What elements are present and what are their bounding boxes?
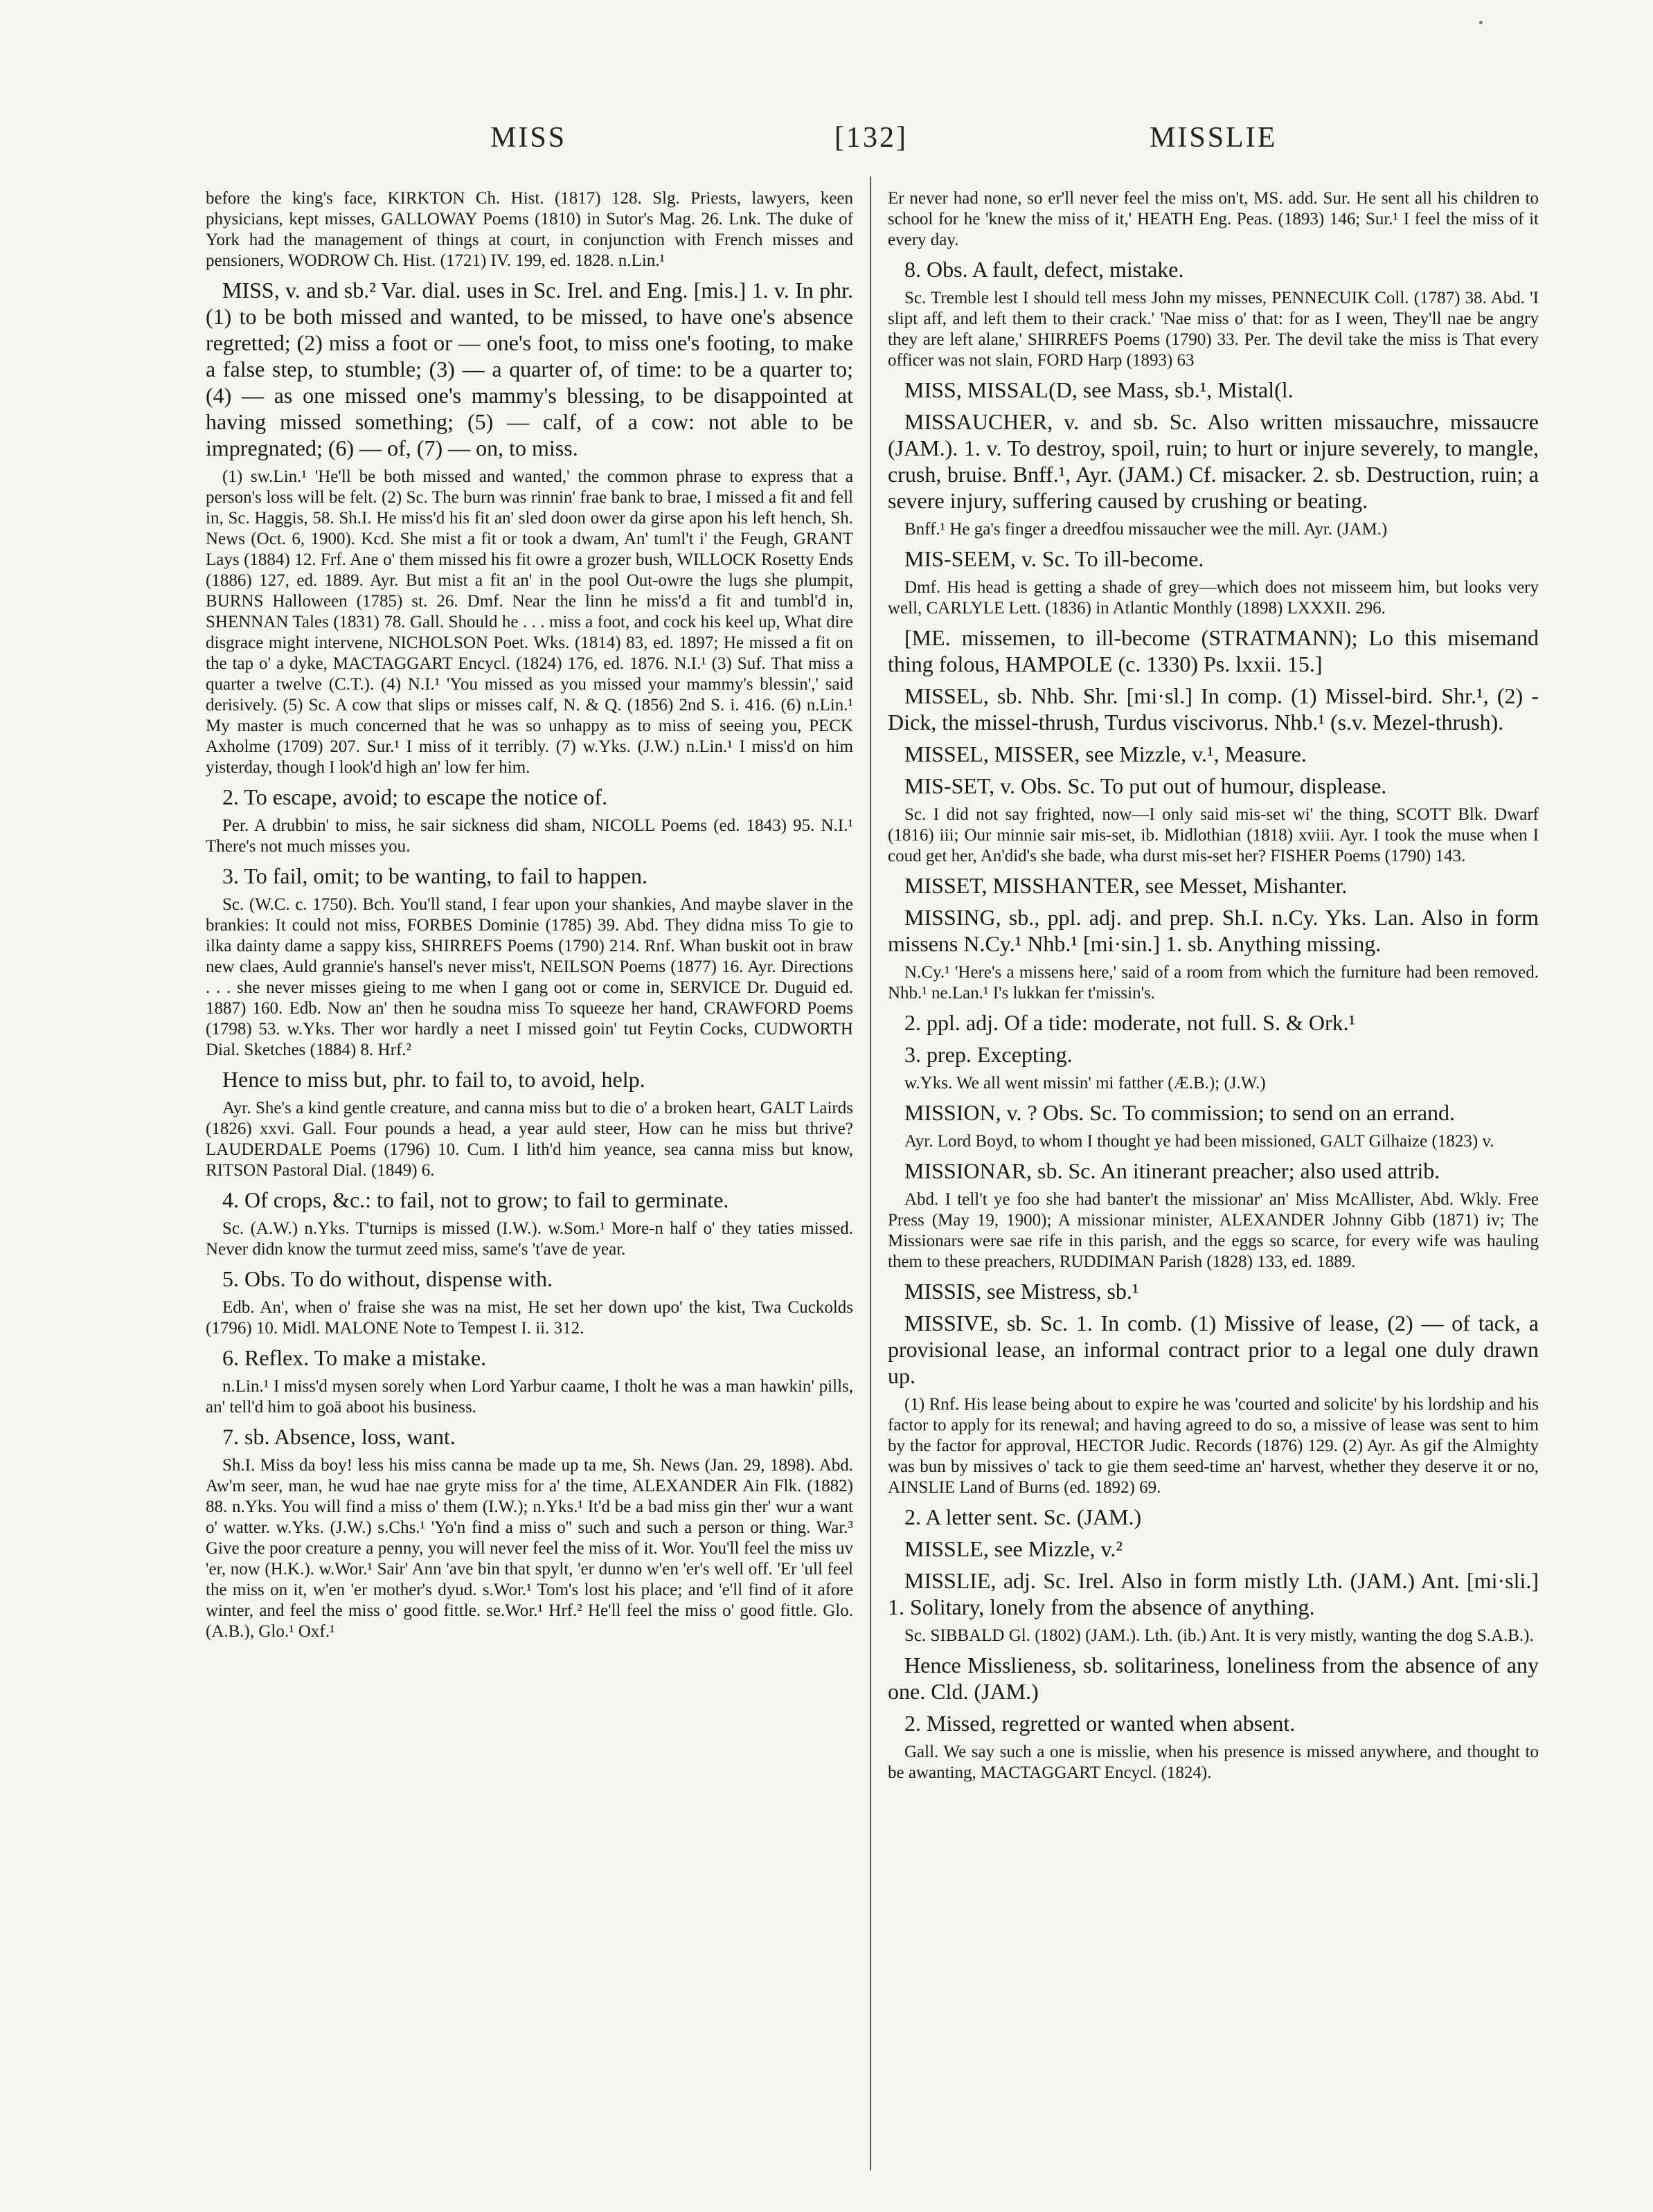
entry-definition: MISSET, MISSHANTER, see Messet, Mishanter. bbox=[904, 873, 1348, 898]
entry-definition: 4. Of crops, &c.: to fail, not to grow; to fail to germinate. bbox=[222, 1187, 729, 1212]
entry-citation: Ayr. She's a kind gentle creature, and canna miss but to die o' a broken heart, GALT Lairds (1826) xxvi. Gall. Four pounds a head, a year auld steer, How can he miss but thrive? LAUDERDALE Poems (1796) 10. Cum. I lith'd him yeance, sea canna miss but know, RITSON Pastoral Dial. (1849) 6. bbox=[206, 1099, 853, 1180]
entry-definition: MIS-SEEM, v. Sc. To ill-become. bbox=[904, 546, 1204, 571]
entry-citation: Sc. Tremble lest I should tell mess John my misses, PENNECUIK Coll. (1787) 38. Abd. 'I slipt aff, and left them to their crack.' 'Nae miss o' that: for as I ween, They'll nae be angry they are left alane,' SHIRREFS Poems (1790) 33. Per. The devil take the miss is That every officer was not slain, FORD Harp (1893) 63 bbox=[888, 289, 1539, 370]
entry-citation: Er never had none, so er'll never feel the miss on't, MS. add. Sur. He sent all his children to school for he 'knew the miss of it,' HEATH Eng. Peas. (1893) 146; Sur.¹ I feel the miss of it every day. bbox=[888, 189, 1539, 249]
entry-definition: MISSIS, see Mistress, sb.¹ bbox=[904, 1279, 1139, 1304]
entry-citation: Abd. I tell't ye foo she had banter't the missionar' an' Miss McAllister, Abd. Wkly. Free Press (May 19, 1900); A missionar minister, ALEXANDER Johnny Gibb (1871) iv; The Missionars were sae rife in this parish, and the eggs so scarce, for every wife was hauling them to these preachers, RUDDIMAN Parish (1828) 133, ed. 1889. bbox=[888, 1190, 1539, 1271]
entry-definition: MISSIVE, sb. Sc. 1. In comb. (1) Missive of lease, (2) — of tack, a provisional lease, an informal contract prior to a legal one duly drawn up. bbox=[888, 1311, 1539, 1388]
entry-definition: MISSION, v. ? Obs. Sc. To commission; to send on an errand. bbox=[904, 1100, 1456, 1125]
entry-citation: Sc. SIBBALD Gl. (1802) (JAM.). Lth. (ib.) Ant. It is very mistly, wanting the dog S.A.B.). bbox=[904, 1626, 1534, 1645]
entry-definition: 2. A letter sent. Sc. (JAM.) bbox=[904, 1504, 1142, 1529]
page-number: [132] bbox=[834, 122, 908, 154]
entry-definition: Hence Misslieness, sb. solitariness, loneliness from the absence of any one. Cld. (JAM.) bbox=[888, 1653, 1539, 1704]
entry-citation: before the king's face, KIRKTON Ch. Hist. (1817) 128. Slg. Priests, lawyers, keen physicians, kept misses, GALLOWAY Poems (1810) in Sutor's Mag. 26. Lnk. The duke of York had the management of things at court, in conjunction with French misses and pensioners, WODROW Ch. Hist. (1721) IV. 199, ed. 1828. n.Lin.¹ bbox=[206, 189, 853, 270]
entry-definition: MISSING, sb., ppl. adj. and prep. Sh.I. n.Cy. Yks. Lan. Also in form missens N.Cy.¹ Nhb.¹ [mi·sin.] 1. sb. Anything missing. bbox=[888, 905, 1539, 956]
entry-definition: 6. Reflex. To make a mistake. bbox=[222, 1345, 487, 1370]
entry-citation: Edb. An', when o' fraise she was na mist, He set her down upo' the kist, Twa Cuckolds (1796) 10. Midl. MALONE Note to Tempest I. ii. 312. bbox=[206, 1298, 853, 1338]
entry-definition: 8. Obs. A fault, defect, mistake. bbox=[904, 257, 1184, 282]
entry-definition: MISSLE, see Mizzle, v.² bbox=[904, 1536, 1123, 1561]
right-headword: MISSLIE bbox=[1150, 122, 1278, 154]
entry-citation: Per. A drubbin' to miss, he sair sickness did sham, NICOLL Poems (ed. 1843) 95. N.I.¹ There's not much misses you. bbox=[206, 816, 853, 856]
entry-definition: MISSIONAR, sb. Sc. An itinerant preacher; also used attrib. bbox=[904, 1158, 1440, 1183]
left-column bbox=[206, 188, 853, 2182]
entry-citation: (1) sw.Lin.¹ 'He'll be both missed and wanted,' the common phrase to express that a person's loss will be felt. (2) Sc. The burn was rinnin' frae bank to brae, I missed a fit and fell in, Sc. Haggis, 58. Sh.I. He miss'd his fit an' sled doon ower da girse apon his left hench, Sh. News (Oct. 6, 1900). Kcd. She mist a fit or took a dwam, An' tuml't i' the Feugh, GRANT Lays (1884) 12. Frf. Ane o' them missed his fit owre a grozer bush, WILLOCK Rosetty Ends (1886) 127, ed. 1889. Ayr. But mist a fit an' in the pool Out-owre the lugs she plumpit, BURNS Halloween (1785) st. 26. Dmf. Near the linn he miss'd a fit and tumbl'd in, SHENNAN Tales (1831) 78. Gall. Should he . . . miss a foot, and cock his keel up, What dire disgrace might intervene, NICHOLSON Poet. Wks. (1814) 83, ed. 1897; He missed a fit on the tap o' a dyke, MACTAGGART Encycl. (1824) 176, ed. 1876. N.I.¹ (3) Suf. That miss a quarter a twelve (C.T.). (4) N.I.¹ 'You missed as you missed your mammy's blessin',' said derisively. (5) Sc. A cow that slips or misses calf, N. & Q. (1856) 2nd S. i. 416. (6) n.Lin.¹ My master is much concerned that he was so unhappy as to miss of seeing you, PECK Axholme (1709) 207. Sur.¹ I miss of it terribly. (7) w.Yks. (J.W.) n.Lin.¹ I miss'd on him yisterday, though I look'd high an' low fer him. bbox=[206, 467, 853, 777]
entry-citation: Sc. (A.W.) n.Yks. T'turnips is missed (I.W.). w.Som.¹ More-n half o' they taties missed. Never didn know the turmut zeed miss, same's 't'ave de year. bbox=[206, 1219, 853, 1259]
entry-definition: 3. To fail, omit; to be wanting, to fail to happen. bbox=[222, 863, 647, 888]
entry-definition: MISS, v. and sb.² Var. dial. uses in Sc. Irel. and Eng. [mis.] 1. v. In phr. (1) to be both missed and wanted, to be missed, to have one's absence regretted; (2) miss a foot or — one's foot, to miss one's footing, to make a false step, to stumble; (3) — a quarter of, of time: to be a quarter to; (4) — as one missed one's mammy's blessing, to be disappointed at having missed something; (5) — calf, of a cow: not able to be impregnated; (6) — of, (7) — on, to miss. bbox=[206, 278, 853, 460]
entry-citation: Gall. We say such a one is misslie, when his presence is missed anywhere, and thought to be awanting, MACTAGGART Encycl. (1824). bbox=[888, 1743, 1539, 1782]
entry-definition: 7. sb. Absence, loss, want. bbox=[222, 1424, 456, 1449]
running-header bbox=[0, 121, 1653, 163]
entry-citation: N.Cy.¹ 'Here's a missens here,' said of a room from which the furniture had been removed. Nhb.¹ ne.Lan.¹ I's lukkan fer t'missin's. bbox=[888, 963, 1539, 1002]
entry-definition: MISSEL, sb. Nhb. Shr. [mi·sl.] In comp. (1) Missel-bird. Shr.¹, (2) -Dick, the missel-thrush, Turdus viscivorus. Nhb.¹ (s.v. Mezel-thrush). bbox=[888, 683, 1539, 735]
entry-definition: MIS-SET, v. Obs. Sc. To put out of humour, displease. bbox=[904, 773, 1387, 798]
entry-citation: Dmf. His head is getting a shade of grey—which does not misseem him, but looks very well, CARLYLE Lett. (1836) in Atlantic Monthly (1898) LXXXII. 296. bbox=[888, 578, 1539, 618]
entry-definition: MISSLIE, adj. Sc. Irel. Also in form mistly Lth. (JAM.) Ant. [mi·sli.] 1. Solitary, lonely from the absence of anything. bbox=[888, 1568, 1539, 1619]
entry-citation: Sc. (W.C. c. 1750). Bch. You'll stand, I fear upon your shankies, And maybe slaver in the brankies: It could not miss, FORBES Dominie (1785) 39. Abd. They didna miss To gie to ilka dainty dame a sappy kiss, SHIRREFS Poems (1790) 214. Rnf. Whan buskit oot in braw new claes, Auld grannie's hansel's never miss't, NEILSON Poems (1877) 16. Ayr. Directions . . . she never misses gieing to me when I gang oot or come in, SERVICE Dr. Duguid ed. 1887) 160. Edb. Now an' then he soudna miss To squeeze her hand, CRAWFORD Poems (1798) 53. w.Yks. Ther wor hardly a neet I missed goin' tut Feytin Cocks, CUDWORTH Dial. Sketches (1884) 8. Hrf.² bbox=[206, 895, 853, 1059]
entry-definition: 5. Obs. To do without, dispense with. bbox=[222, 1266, 553, 1291]
entry-definition: 2. ppl. adj. Of a tide: moderate, not full. S. & Ork.¹ bbox=[904, 1010, 1356, 1035]
right-column bbox=[888, 188, 1539, 2182]
entry-citation: Bnff.¹ He ga's finger a dreedfou missaucher wee the mill. Ayr. (JAM.) bbox=[904, 520, 1388, 539]
entry-definition: 2. To escape, avoid; to escape the notice of. bbox=[222, 784, 608, 809]
entry-citation: Ayr. Lord Boyd, to whom I thought ye had been missioned, GALT Gilhaize (1823) v. bbox=[904, 1132, 1494, 1151]
entry-citation: n.Lin.¹ I miss'd mysen sorely when Lord Yarbur caame, I tholt he was a man hawkin' pills, an' tell'd him to goä aboot his business. bbox=[206, 1377, 853, 1417]
entry-definition: 3. prep. Excepting. bbox=[904, 1042, 1073, 1067]
entry-definition: [ME. missemen, to ill-become (STRATMANN); Lo this misemand thing folous, HAMPOLE (c. 1330) Ps. lxxii. 15.] bbox=[888, 625, 1539, 676]
entry-definition: 2. Missed, regretted or wanted when absent. bbox=[904, 1711, 1296, 1736]
column-divider bbox=[870, 177, 871, 2170]
entry-citation: Sh.I. Miss da boy! less his miss canna be made up ta me, Sh. News (Jan. 29, 1898). Abd. Aw'm seer, man, he wud hae nae gryte miss for a' the time, ALEXANDER Ain Flk. (1882) 88. n.Yks. You will find a miss o' them (I.W.); n.Yks.¹ It'd be a bad miss gin ther' wur a want o' watter. w.Yks. (J.W.) s.Chs.¹ 'Yo'n find a miss o'' such and such a person or thing. War.³ Give the poor creature a penny, you will never feel the miss of it. Wor. You'll feel the miss uv 'er, now (H.K.). w.Wor.¹ Sair' Ann 'ave bin that spylt, 'er dunno w'en 'er's well off. 'Er 'ull feel the miss on it, w'en 'er mother's dyud. s.Wor.¹ Tom's lost his place; and 'e'll find of it afore winter, and feel the miss o' good fittle. se.Wor.¹ Hrf.² He'll feel the miss o' good fittle. Glo. (A.B.), Glo.¹ Oxf.¹ bbox=[206, 1456, 853, 1641]
entry-definition: Hence to miss but, phr. to fail to, to avoid, help. bbox=[222, 1067, 645, 1092]
page-speck bbox=[1479, 21, 1483, 24]
entry-definition: MISS, MISSAL(D, see Mass, sb.¹, Mistal(l. bbox=[904, 377, 1294, 402]
left-headword: MISS bbox=[490, 122, 567, 154]
entry-citation: Sc. I did not say frighted, now—I only said mis-set wi' the thing, SCOTT Blk. Dwarf (1816) iii; Our minnie sair mis-set, ib. Midlothian (1818) xviii. Ayr. I took the muse when I coud get her, An'did's she bade, wha durst mis-set her? FISHER Poems (1790) 143. bbox=[888, 805, 1539, 865]
entry-definition: MISSEL, MISSER, see Mizzle, v.¹, Measure. bbox=[904, 741, 1307, 766]
entry-citation: w.Yks. We all went missin' mi fatther (Æ.B.); (J.W.) bbox=[904, 1074, 1266, 1092]
entry-definition: MISSAUCHER, v. and sb. Sc. Also written missauchre, missaucre (JAM.). 1. v. To destroy, spoil, ruin; to hurt or injure severely, to mangle, crush, bruise. Bnff.¹, Ayr. (JAM.) Cf. misacker. 2. sb. Destruction, ruin; a severe injury, suffering caused by crushing or beating. bbox=[888, 409, 1539, 513]
entry-citation: (1) Rnf. His lease being about to expire he was 'courted and solicite' by his lordship and his factor to apply for its renewal; and having agreed to do so, a missive of lease was sent to him by the factor for approval, HECTOR Judic. Records (1876) 129. (2) Ayr. As gif the Almighty was bun by missives o' tack to gie them seed-time an' harvest, whether they deserve it or no, AINSLIE Land of Burns (ed. 1892) 69. bbox=[888, 1395, 1539, 1497]
